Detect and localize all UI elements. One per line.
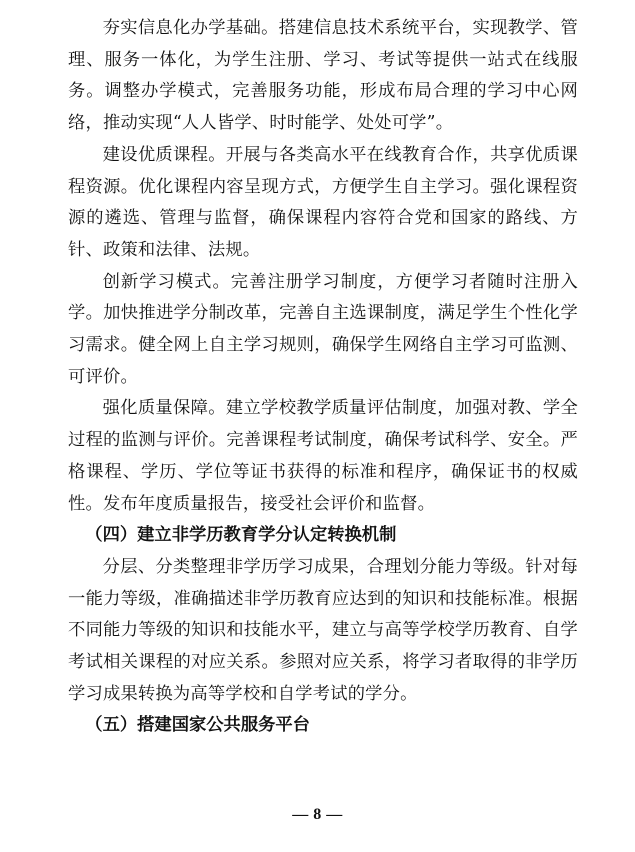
paragraph-credit-transfer: 分层、分类整理非学历学习成果，合理划分能力等级。针对每一能力等级，准确描述非学历教育应达到的知识和技能标准。根据不同能力等级的知识和技能水平，建立与高等学校学历教育、自学考试相关课程的对应关系。参照对应关系，将学习者取得的非学历学习成果转换为高等学校和自学考试的学分。 (68, 556, 578, 704)
paragraph-quality-assurance: 强化质量保障。建立学校教学质量评估制度，加强对教、学全过程的监测与评价。完善课程考试制度，确保考试科学、安全。严格课程、学历、学位等证书获得的标准和程序，确保证书的权威性。发布年度质量报告，接受社会评价和监督。 (68, 398, 578, 514)
section-heading-4: （四）建立非学历教育学分认定转换机制 (85, 525, 397, 546)
paragraph-learning-mode: 创新学习模式。完善注册学习制度，方便学习者随时注册入学。加快推进学分制改革，完善自主选课制度，满足学生个性化学习需求。健全网上自主学习规则，确保学生网络自主学习可监测、可评价。 (68, 271, 578, 387)
page-number: — 8 — (292, 806, 343, 823)
paragraph-quality-courses: 建设优质课程。开展与各类高水平在线教育合作，共享优质课程资源。优化课程内容呈现方式，方便学生自主学习。强化课程资源的遴选、管理与监督，确保课程内容符合党和国家的路线、方针、政策和法律、法规。 (68, 144, 578, 260)
paragraph-informatization: 夯实信息化办学基础。搭建信息技术系统平台，实现教学、管理、服务一体化，为学生注册、学习、考试等提供一站式在线服务。调整办学模式，完善服务功能，形成布局合理的学习中心网络，推动实现“人人皆学、时时能学、处处可学”。 (68, 18, 578, 134)
section-heading-5: （五）搭建国家公共服务平台 (85, 715, 310, 736)
